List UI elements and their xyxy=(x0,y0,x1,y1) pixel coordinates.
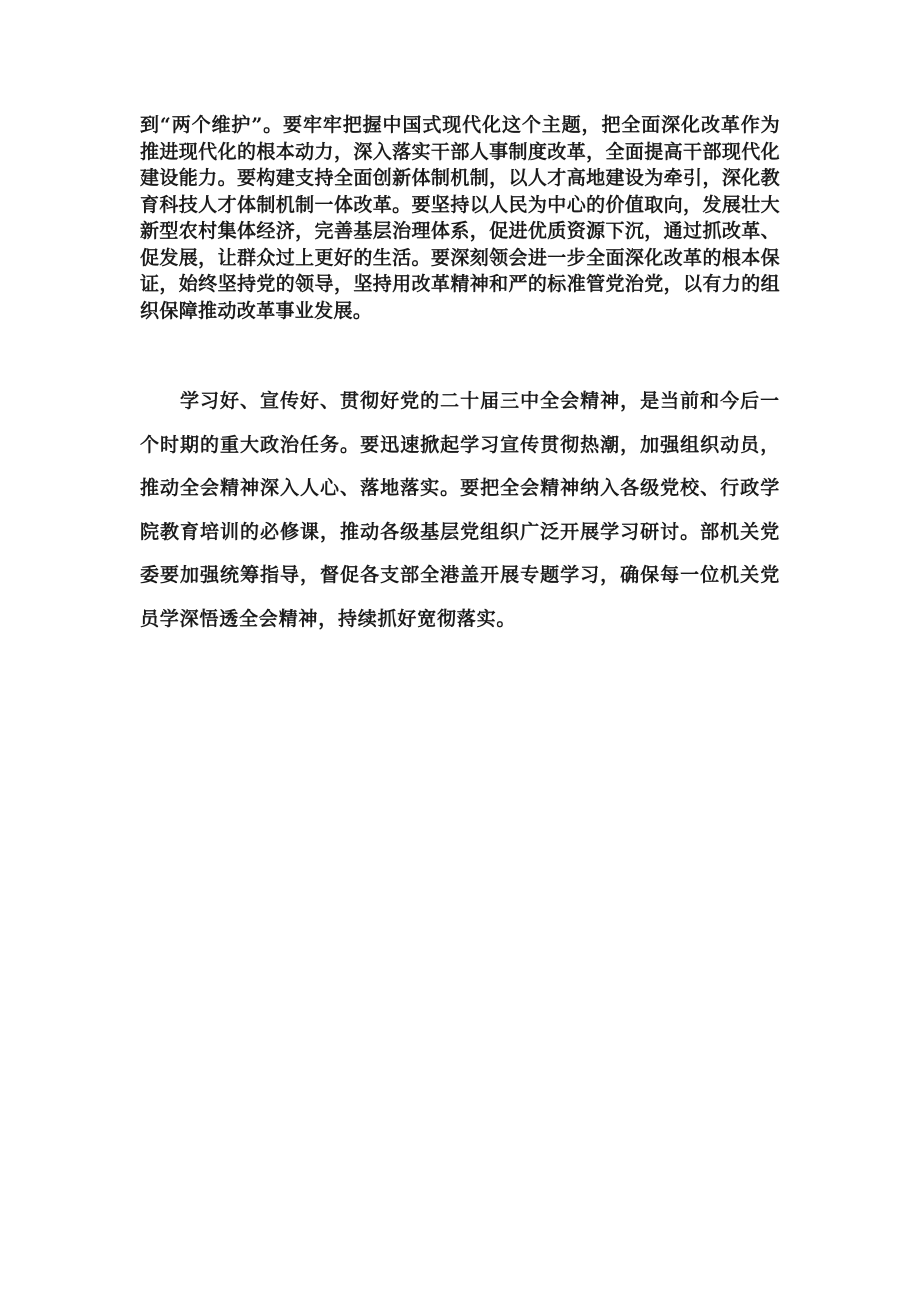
paragraph-reform-tasks: 到“两个维护”。要牢牢把握中国式现代化这个主题，把全面深化改革作为推进现代化的根本动力，深入落实干部人事制度改革，全面提高干部现代化建设能力。要构建支持全面创新体制机制，以人才高地建设为牵引，深化教育科技人才体制机制一体改革。要坚持以人民为中心的价值取向，发展壮大新型农村集体经济，完善基层治理体系，促进优质资源下沉，通过抓改革、促发展，让群众过上更好的生活。要深刻领会进一步全面深化改革的根本保证，始终坚持党的领导，坚持用改革精神和严的标准管党治党，以有力的组织保障推动改革事业发展。 xyxy=(140,114,780,322)
paragraph-study-plenum-spirit: 学习好、宣传好、贯彻好党的二十届三中全会精神，是当前和今后一个时期的重大政治任务。要迅速掀起学习宣传贯彻热潮，加强组织动员，推动全会精神深入人心、落地落实。要把全会精神纳入各级党校、行政学院教育培训的必修课，推动各级基层党组织广泛开展学习研讨。部机关党委要加强统筹指导，督促各支部全港盖开展专题学习，确保每一位机关党员学深悟透全会精神，持续抓好宽彻落实。 xyxy=(140,390,780,630)
